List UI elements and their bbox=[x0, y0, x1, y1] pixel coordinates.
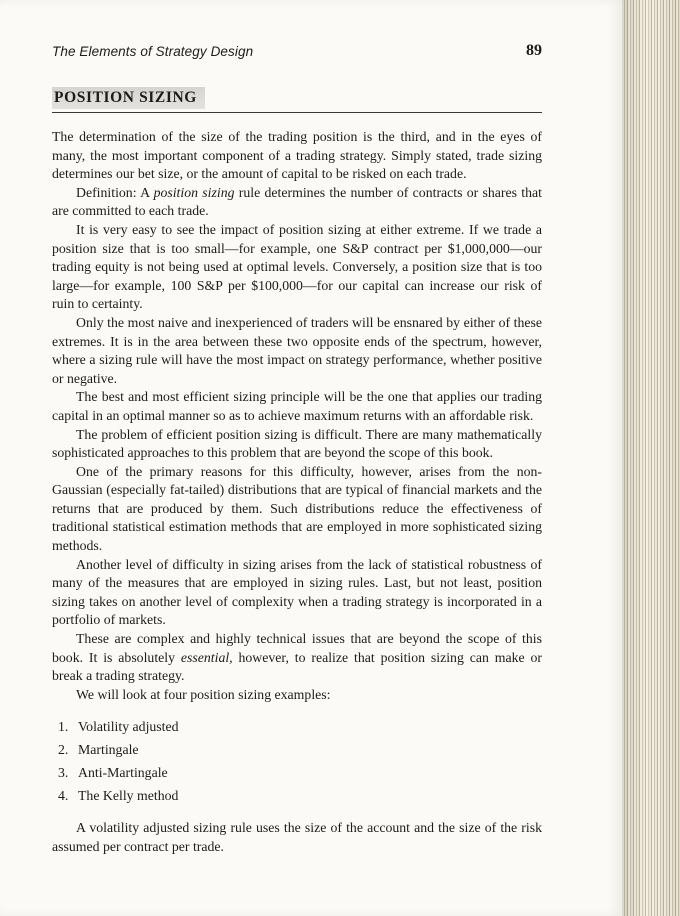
section-heading-rule bbox=[52, 86, 542, 113]
page-number: 89 bbox=[526, 42, 542, 59]
essential-after: however, to realize that position sizing can make or break a trading strategy. bbox=[52, 649, 542, 684]
section-heading: POSITION SIZING bbox=[52, 87, 205, 109]
list-item-label: The Kelly method bbox=[78, 788, 179, 804]
essential-emphasis: essential, bbox=[180, 649, 233, 665]
sizing-examples-list bbox=[52, 718, 542, 805]
paragraph-naive-traders: Only the most naive and inexperienced of traders will be ensnared by either of these extremes. It is in the area between these two opposite ends of the spectrum, however, where a sizing rule will have the most impact on strategy performance, whether positive or negative. bbox=[52, 314, 542, 386]
list-item-label: Volatility adjusted bbox=[78, 719, 179, 735]
paragraph-examples-intro: We will look at four position sizing examples: bbox=[76, 686, 331, 702]
paragraph-extremes: It is very easy to see the impact of position sizing at either extreme. If we trade a position size that is too small—for example, one S&P contract per $1,000,000—our trading equity is not being used at optimal levels. Conversely, a position size that is too large—for example, 100 S&P per $100,000—for our capital can increase our risk of ruin to certainty. bbox=[52, 221, 542, 312]
list-item-number: 3. bbox=[58, 765, 69, 781]
definition-suffix: rule determines the number of contracts or shares that are committed to each trade. bbox=[52, 184, 542, 219]
paragraph-closing: A volatility adjusted sizing rule uses the size of the account and the size of the risk assumed per contract per trade. bbox=[52, 820, 542, 854]
list-item-number: 2. bbox=[58, 742, 69, 758]
paragraph-definition bbox=[52, 184, 542, 221]
paragraph-robustness: Another level of difficulty in sizing arises from the lack of statistical robustness of many of the measures that are employed in sizing rules. Last, but not least, position sizing takes on another level of complexity when a trading strategy is incorporated in a portfolio of markets. bbox=[52, 556, 542, 628]
running-head bbox=[52, 44, 542, 66]
body-text bbox=[52, 128, 542, 857]
paragraph-intro: The determination of the size of the trading position is the third, and in the eyes of many, the most important component of a trading strategy. Simply stated, trade sizing determines our bet size, or the amount of capital to be risked on each trade. bbox=[52, 129, 542, 182]
running-title: The Elements of Strategy Design bbox=[52, 44, 254, 59]
list-item bbox=[52, 787, 542, 805]
list-item-number: 4. bbox=[58, 788, 69, 804]
definition-term: position sizing bbox=[153, 184, 235, 200]
list-item bbox=[52, 741, 542, 759]
list-item-label: Martingale bbox=[78, 742, 139, 758]
list-item-label: Anti-Martingale bbox=[78, 765, 168, 781]
paragraph-essential bbox=[52, 630, 542, 686]
essential-before: These are complex and highly technical issues that are beyond the scope of this book. It is absolutely bbox=[52, 631, 542, 665]
paragraph-efficient-principle: The best and most efficient sizing principle will be the one that applies our trading capital in an optimal manner so as to achieve maximum returns with an affordable risk. bbox=[52, 389, 542, 423]
definition-prefix: Definition: A bbox=[76, 184, 154, 200]
list-item bbox=[52, 718, 542, 736]
list-item-number: 1. bbox=[58, 719, 69, 735]
paragraph-problem: The problem of efficient position sizing is difficult. There are many mathematically sophisticated approaches to this problem that are beyond the scope of this book. bbox=[52, 426, 542, 461]
list-item bbox=[52, 764, 542, 782]
paragraph-non-gaussian: One of the primary reasons for this difficulty, however, arises from the non-Gaussian (especially fat-tailed) distributions that are typical of financial markets and the returns that are produced by them. Such distributions reduce the effectiveness of traditional statistical estimation methods that are employed in more sophisticated sizing methods. bbox=[52, 463, 542, 554]
page-edges bbox=[622, 0, 680, 916]
